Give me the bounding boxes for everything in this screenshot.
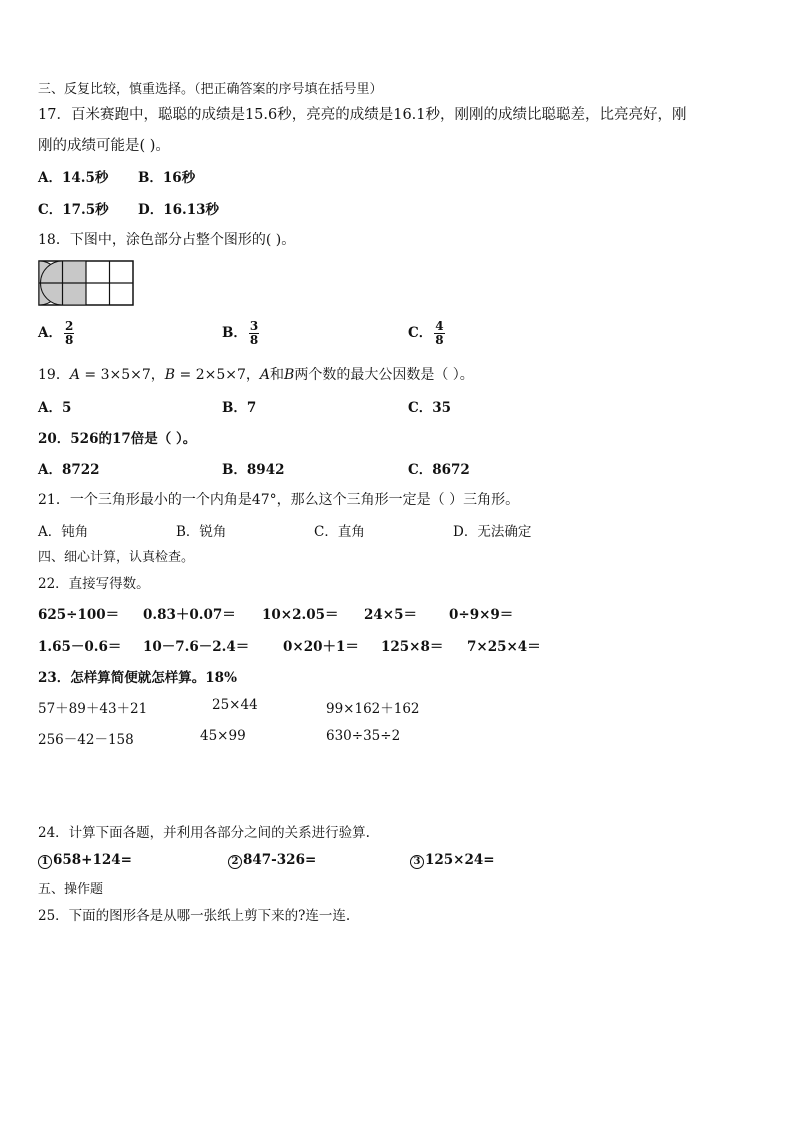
- circled-number-1: 1: [38, 855, 52, 869]
- q24-item-3: 3 125×24=: [410, 852, 495, 869]
- q19-option-b: B．7: [222, 400, 257, 416]
- circled-number-3: 3: [410, 855, 424, 869]
- q23-item: 256－42－158: [38, 732, 134, 748]
- q22-item: 0.83＋0.07＝: [143, 607, 236, 623]
- q17-option-a: A．14.5秒: [38, 170, 109, 186]
- q17-text-line1: 17．百米赛跑中，聪聪的成绩是15.6秒，亮亮的成绩是16.1秒，刚刚的成绩比聪聪差，比亮亮好，刚: [38, 107, 687, 123]
- q19-text: 19．A = 3×5×7，B = 2×5×7，A和B两个数的最大公因数是（ ）。: [38, 367, 474, 383]
- q21-option-b: B．锐角: [176, 524, 227, 540]
- q22-item: 24×5＝: [364, 607, 417, 623]
- q18-option-b: B． $\frac{3}{8}$: [222, 319, 259, 347]
- q21-option-c: C．直角: [314, 524, 365, 540]
- q22-text: 22．直接写得数。: [38, 576, 150, 592]
- circled-number-2: 2: [228, 855, 242, 869]
- section-5-title: 五、操作题: [38, 882, 104, 897]
- q17-option-d: D．16.13秒: [138, 202, 219, 218]
- q22-item: 625÷100＝: [38, 607, 120, 623]
- q20-option-c: C．8672: [408, 462, 470, 478]
- q22-item: 0×20＋1＝: [283, 639, 359, 655]
- q23-item: 99×162＋162: [326, 701, 420, 717]
- q23-item: 45×99: [200, 728, 246, 744]
- section-4-title: 四、细心计算，认真检查。: [38, 550, 195, 565]
- q24-item-1: 1 658+124=: [38, 852, 132, 869]
- q23-item: 57＋89＋43＋21: [38, 701, 148, 717]
- q17-text-line2: 刚的成绩可能是( )。: [38, 138, 170, 154]
- q22-item: 0÷9×9＝: [449, 607, 514, 623]
- q23-text: 23．怎样算简便就怎样算。18%: [38, 670, 237, 686]
- q22-item: 1.65－0.6＝: [38, 639, 122, 655]
- q20-text: 20．526的17倍是（ ）。: [38, 431, 197, 447]
- q21-text: 21．一个三角形最小的一个内角是47°，那么这个三角形一定是（ ）三角形。: [38, 492, 520, 508]
- q24-text: 24．计算下面各题，并利用各部分之间的关系进行验算.: [38, 825, 370, 841]
- q18-option-a: A． $\frac{2}{8}$: [38, 319, 74, 347]
- q22-item: 10×2.05＝: [262, 607, 339, 623]
- q18-option-c: C． $\frac{4}{8}$: [408, 319, 444, 347]
- q18-text: 18．下图中，涂色部分占整个图形的( )。: [38, 232, 296, 248]
- q18-shaded-grid-figure: [38, 260, 134, 306]
- q24-item-2: 2 847-326=: [228, 852, 316, 869]
- q21-option-d: D．无法确定: [453, 524, 532, 540]
- q19-option-c: C．35: [408, 400, 452, 416]
- q25-text: 25．下面的图形各是从哪一张纸上剪下来的?连一连.: [38, 908, 351, 924]
- q20-option-b: B．8942: [222, 462, 285, 478]
- q19-option-a: A．5: [38, 400, 72, 416]
- q22-item: 7×25×4＝: [467, 639, 541, 655]
- q17-option-c: C．17.5秒: [38, 202, 109, 218]
- q17-option-b: B．16秒: [138, 170, 196, 186]
- q22-item: 125×8＝: [381, 639, 444, 655]
- q23-item: 630÷35÷2: [326, 728, 401, 744]
- q22-item: 10－7.6－2.4＝: [143, 639, 250, 655]
- q21-option-a: A．钝角: [38, 524, 89, 540]
- q20-option-a: A．8722: [38, 462, 100, 478]
- q23-item: 25×44: [212, 697, 258, 713]
- section-3-title: 三、反复比较，慎重选择。（把正确答案的序号填在括号里）: [38, 82, 383, 97]
